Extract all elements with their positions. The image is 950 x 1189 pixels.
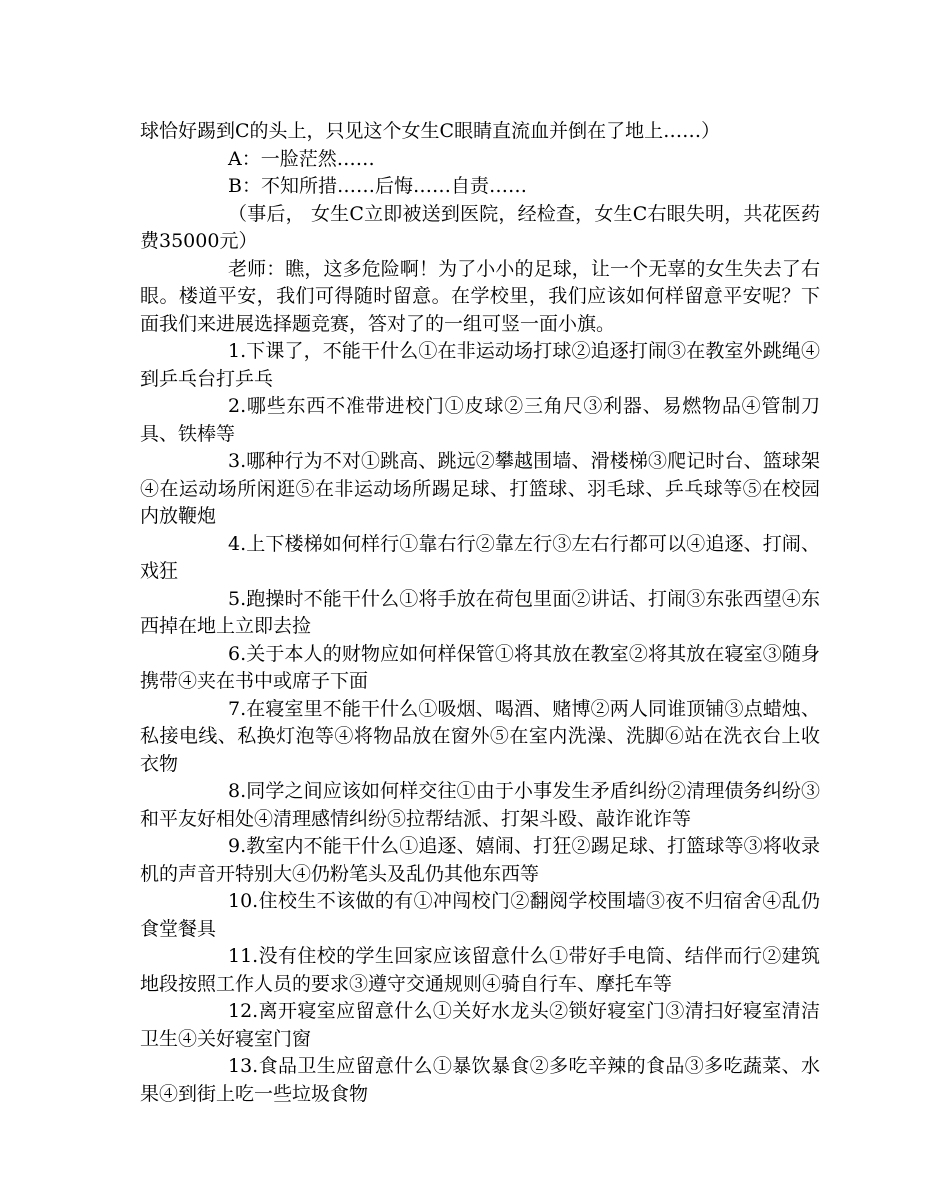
question-13: 13.食品卫生应留意什么①暴饮暴食②多吃辛辣的食品③多吃蔬菜、水果④到街上吃一些垃圾食物 [140,1055,820,1105]
question-2: 2.哪些东西不准带进校门①皮球②三角尺③利器、易燃物品④管制刀具、铁棒等 [140,395,820,445]
question-9: 9.教室内不能干什么①追逐、嬉闹、打狂②踢足球、打篮球等③将收录机的声音开特别大④仍粉笔头及乱仍其他东西等 [140,835,820,885]
paragraph-teacher: 老师：瞧，这多危险啊！为了小小的足球，让一个无辜的女生失去了右眼。楼道平安，我们可得随时留意。在学校里，我们应该如何样留意平安呢？下面我们来进展选择题竞赛，答对了的一组可竖一面小旗。 [140,257,820,335]
question-4: 4.上下楼梯如何样行①靠右行②靠左行③左右行都可以④追逐、打闹、戏狂 [140,532,820,582]
document-body [140,118,820,1108]
paragraph-reaction-a: A：一脸茫然…… [228,147,375,170]
paragraph-story-end: 球恰好踢到C的头上，只见这个女生C眼睛直流血并倒在了地上……） [140,120,721,142]
question-1: 1.下课了，不能干什么①在非运动场打球②追逐打闹③在教室外跳绳④到乒乓台打乒乓 [140,340,820,390]
question-8: 8.同学之间应该如何样交往①由于小事发生矛盾纠纷②清理债务纠纷③和平友好相处④清理感情纠纷⑤拉帮结派、打架斗殴、敲诈讹诈等 [140,780,820,830]
question-11: 11.没有住校的学生回家应该留意什么①带好手电筒、结伴而行②建筑地段按照工作人员的要求③遵守交通规则④骑自行车、摩托车等 [140,945,820,995]
question-5: 5.跑操时不能干什么①将手放在荷包里面②讲话、打闹③东张西望④东西掉在地上立即去捡 [140,587,820,637]
paragraph-reaction-b: B：不知所措……后悔……自责…… [228,175,527,197]
question-6: 6.关于本人的财物应如何样保管①将其放在教室②将其放在寝室③随身携带④夹在书中或席子下面 [140,642,820,692]
question-10: 10.住校生不该做的有①冲闯校门②翻阅学校围墙③夜不归宿舍④乱仍食堂餐具 [140,890,820,940]
question-7: 7.在寝室里不能干什么①吸烟、喝酒、赌博②两人同谁顶铺③点蜡烛、私接电线、私换灯泡等④将物品放在窗外⑤在室内洗澡、洗脚⑥站在洗衣台上收衣物 [140,697,820,775]
question-3: 3.哪种行为不对①跳高、跳远②攀越围墙、滑楼梯③爬记时台、篮球架④在运动场所闲逛⑤在非运动场所踢足球、打篮球、羽毛球、乒乓球等⑤在校园内放鞭炮 [140,450,820,527]
paragraph-aftermath: （事后， 女生C立即被送到医院，经检查，女生C右眼失明，共花医药费35000元） [140,202,820,252]
question-12: 12.离开寝室应留意什么①关好水龙头②锁好寝室门③清扫好寝室清洁卫生④关好寝室门窗 [140,1000,820,1050]
